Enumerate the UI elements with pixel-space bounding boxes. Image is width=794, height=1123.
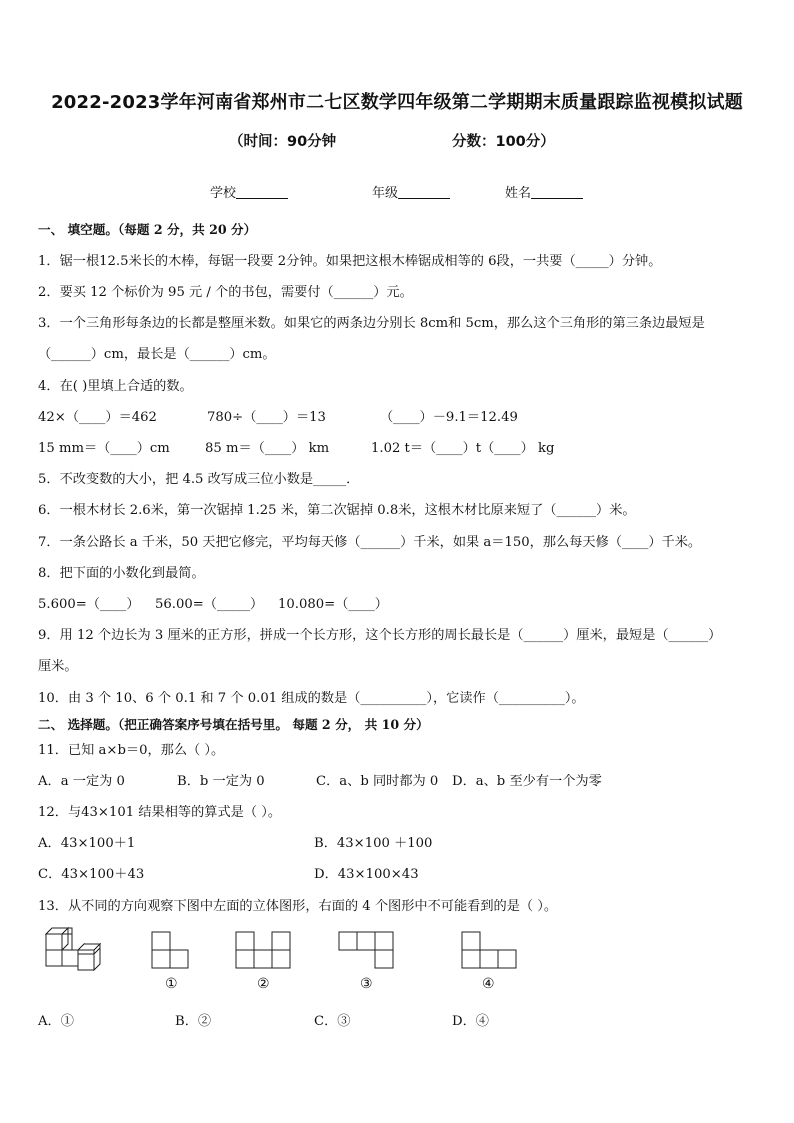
question-12: 12．与43×101 结果相等的算式是（ ）。 — [38, 805, 282, 820]
question-3-line2: （______）cm，最长是（______）cm。 — [38, 347, 276, 362]
question-13-option-c: C．③ — [314, 1014, 351, 1029]
question-9-line1: 9．用 12 个边长为 3 厘米的正方形，拼成一个长方形，这个长方形的周长最长是（______）厘米，最短是（______） — [38, 628, 722, 643]
question-4-item-c: （____）－9.1＝12.49 — [380, 410, 518, 425]
grade-label: 年级 — [372, 186, 399, 201]
section1-heading: 一、 填空题。（每题 2 分，共 20 分） — [38, 222, 257, 237]
question-13-option-a: A．① — [38, 1014, 74, 1029]
question-12-option-a: A．43×100＋1 — [38, 836, 136, 851]
name-field — [505, 182, 583, 201]
question-4: 4．在( )里填上合适的数。 — [38, 379, 193, 394]
view-figure-2 — [234, 930, 296, 970]
school-field — [210, 182, 288, 201]
question-8-item-c: 10.080=（____） — [278, 597, 388, 612]
question-6: 6．一根木材长 2.6米，第一次锯掉 1.25 米，第二次锯掉 0.8米，这根木材比原来短了（______）米。 — [38, 503, 636, 518]
school-blank — [236, 186, 288, 199]
question-12-option-b: B．43×100 ＋100 — [314, 836, 433, 851]
view-label-3: ③ — [360, 976, 373, 992]
question-1: 1．锯一根12.5米长的木棒，每锯一段要 2分钟。如果把这根木棒锯成相等的 6段，一共要（_____）分钟。 — [38, 254, 662, 269]
solid-figure — [42, 924, 110, 976]
grade-field — [372, 182, 450, 201]
name-blank — [531, 186, 583, 199]
question-11-option-d: D．a、b 至少有一个为零 — [452, 774, 602, 789]
question-10: 10．由 3 个 10、6 个 0.1 和 7 个 0.01 组成的数是（__________），它读作（__________）。 — [38, 691, 585, 706]
question-4-item-e: 85 m＝（____） km — [205, 441, 330, 456]
question-4-item-a: 42×（____）＝462 — [38, 410, 157, 425]
time-label: （时间：90分钟 — [229, 134, 337, 150]
section2-heading: 二、 选择题。（把正确答案序号填在括号里。 每题 2 分， 共 10 分） — [38, 717, 429, 732]
view-label-2: ② — [257, 976, 270, 992]
question-4-item-b: 780÷（____）＝13 — [207, 410, 326, 425]
page-title: 2022-2023学年河南省郑州市二七区数学四年级第二学期期末质量跟踪监视模拟试题 — [51, 92, 743, 113]
view-label-1: ① — [165, 976, 178, 992]
question-11: 11．已知 a×b＝0，那么（ ）。 — [38, 743, 225, 758]
question-9-line2: 厘米。 — [38, 659, 78, 674]
question-12-option-d: D．43×100×43 — [314, 867, 419, 882]
question-11-option-a: A．a 一定为 0 — [38, 774, 125, 789]
question-8-item-b: 56.00=（_____） — [155, 597, 264, 612]
view-figure-3 — [337, 930, 399, 970]
question-13-option-b: B．② — [175, 1014, 212, 1029]
question-4-item-d: 15 mm＝（____）cm — [38, 441, 170, 456]
question-13-option-d: D．④ — [452, 1014, 489, 1029]
score-label: 分数：100分） — [452, 134, 555, 150]
question-12-option-c: C．43×100＋43 — [38, 867, 145, 882]
question-11-option-c: C．a、b 同时都为 0 — [316, 774, 439, 789]
view-figure-1 — [150, 930, 194, 970]
question-5: 5．不改变数的大小，把 4.5 改写成三位小数是_____． — [38, 472, 360, 487]
school-label: 学校 — [210, 186, 237, 201]
question-3-line1: 3．一个三角形每条边的长都是整厘米数。如果它的两条边分别长 8cm和 5cm，那么这个三角形的第三条边最短是 — [38, 316, 705, 331]
question-4-item-f: 1.02 t＝（____）t（____） kg — [371, 441, 555, 456]
view-figure-4 — [460, 930, 522, 970]
name-label: 姓名 — [505, 186, 532, 201]
question-13: 13．从不同的方向观察下图中左面的立体图形，右面的 4 个图形中不可能看到的是（ ）。 — [38, 899, 558, 914]
question-11-option-b: B．b 一定为 0 — [177, 774, 265, 789]
view-label-4: ④ — [482, 976, 495, 992]
grade-blank — [398, 186, 450, 199]
question-8: 8．把下面的小数化到最简。 — [38, 566, 205, 581]
question-8-item-a: 5.600=（____） — [38, 597, 140, 612]
question-7: 7．一条公路长 a 千米，50 天把它修完，平均每天修（______）千米，如果 a＝150，那么每天修（____）千米。 — [38, 535, 702, 550]
question-2: 2．要买 12 个标价为 95 元 / 个的书包，需要付（______）元。 — [38, 285, 413, 300]
